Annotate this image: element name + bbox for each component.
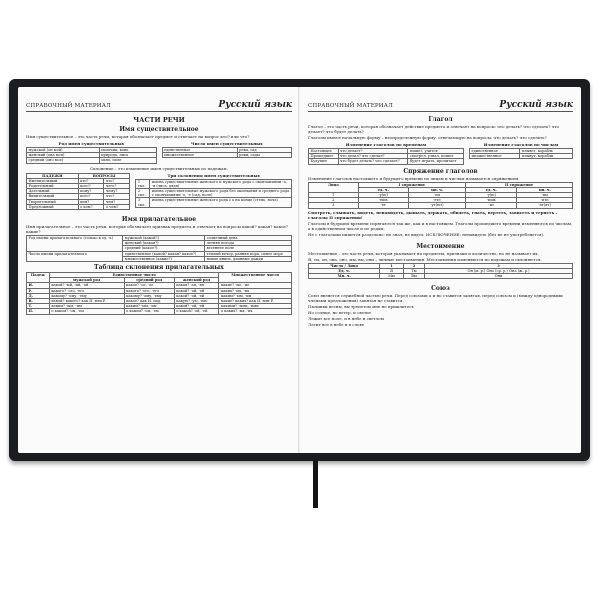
table-cell: о ком? (78, 204, 104, 209)
table-cell: -у(ю) (358, 193, 408, 198)
header-label: СПРАВОЧНЫЙ МАТЕРИАЛ (308, 103, 393, 109)
table-header: Множественное число (219, 273, 292, 283)
union-text: Союз является служебной частью речи. Перед союзами а и но ставится запятая, перед союзом и (между однородными членами предложения) запятая не ставится. (308, 293, 563, 304)
adjective-declension-title: Таблица склонения прилагательных (94, 264, 224, 272)
table-cell: какую? -ую, -юю (174, 299, 219, 304)
table-cell: женский (она моя) (27, 153, 100, 158)
table-cell: что будет делать? что сделает? (338, 159, 408, 164)
table-cell: кого? (78, 194, 104, 199)
table-cell: -ут(ют) (408, 203, 465, 208)
table-cell: какое? -ое, -ее (124, 283, 174, 288)
table-cell: окно, поле (99, 158, 156, 163)
table-cell: теплый вечер, ранняя пора, синее море (205, 251, 292, 256)
table-cell: имена существительные мужского рода без окончания и среднего рода с окончаниями -о, -е (сад, поле) (150, 189, 292, 198)
table-cell: Они (425, 274, 573, 279)
table-cell: какому? -ому, -ему (49, 293, 124, 298)
table-header: мужской род (49, 278, 124, 283)
table-cell: 1 (309, 193, 359, 198)
table-cell: -ем (408, 193, 465, 198)
table-header: ПАДЕЖИ (27, 173, 79, 178)
table-cell: -ет (358, 203, 408, 208)
pronoun-number-label: Число (330, 263, 344, 268)
table-cell: Я (380, 268, 404, 273)
table-header: ВОПРОСЫ (78, 173, 130, 178)
table-cell: средний (оно мое) (27, 158, 100, 163)
table-cell: плывут, корабли (520, 154, 573, 159)
table-cell: какого? -ого, -его (124, 288, 174, 293)
table-cell: средний (какое?) (123, 246, 205, 251)
gender-table (26, 147, 157, 164)
table-cell: П. (27, 309, 50, 314)
table-cell: Д. (27, 293, 50, 298)
table-cell: какими? -ыми, -ими (219, 304, 292, 309)
table-header: Лицо (309, 182, 359, 192)
table-cell: -у(ю) (466, 193, 517, 198)
table-cell: Винительный (27, 194, 79, 199)
table-cell: -ете (408, 198, 465, 203)
table-cell: 2 скл. (136, 189, 150, 198)
conjugation-note: Изменение глаголов настоящего и будущего времени по лицам и числам называется спряжением. (308, 175, 520, 181)
table-cell: Он (м. р.) Оно (ср. р.) Она (ж. р.) (425, 268, 573, 273)
table-row (309, 274, 573, 279)
table-cell: мальчик, конь (99, 148, 156, 153)
table-cell: каких? -ых, -их (219, 288, 292, 293)
table-cell: весеннее поле (205, 246, 292, 251)
table-cell: какому? -ому, -ему (124, 293, 174, 298)
table-cell: о каких? -ых, -их (219, 309, 292, 314)
three-declensions-table (135, 179, 292, 208)
table-cell: летняя погода (205, 241, 292, 246)
header-subject: Русский язык (499, 100, 573, 110)
table-cell: кто? (78, 178, 104, 183)
page-header-left (26, 95, 292, 112)
table-cell: Будущее (309, 159, 339, 164)
table-cell: Т. (27, 304, 50, 309)
table-header: I спряжение (358, 182, 466, 187)
table-cell: Предложный (27, 204, 79, 209)
table-cell: какой? какого? как И. или Р. (49, 299, 124, 304)
table-cell: 1 скл. (136, 179, 150, 188)
adjective-definition: Имя прилагательное – это часть речи, которая обозначает признак предмета и отвечает на вопросы какой? какая? какое? какие? (26, 224, 288, 235)
table-header: II спряжение (466, 182, 573, 187)
table-cell: Ед. ч. (309, 268, 380, 273)
table-cell: женский (какая?) (123, 241, 205, 246)
table-cell: Прошедшее (309, 154, 339, 159)
table-cell: каким? -ым, -им (49, 304, 124, 309)
verb-number-table (469, 148, 573, 159)
pronoun-heading: Местоимение (416, 242, 465, 250)
gender-table-title: Род имен существительных (58, 141, 124, 146)
left-page (18, 87, 300, 453)
table-cell: кого? (78, 184, 104, 189)
table-cell: Род имени прилагательного (только в ед. ч.) (27, 236, 123, 252)
table-cell: множественное (162, 153, 237, 158)
adjective-table (26, 235, 292, 262)
table-cell: мужской (он мой) (27, 148, 100, 153)
adjective-heading: Имя прилагательное (121, 216, 197, 224)
pronoun-table (308, 263, 573, 280)
table-header: мн. ч. (517, 187, 573, 192)
conjugation-heading: Спряжение глаголов (403, 167, 478, 175)
table-header: Единственное число (49, 273, 219, 278)
table-cell: чего? (104, 184, 130, 189)
conjugation-exceptions: Смотреть, слышать, видеть, ненавидеть, дышать, держать, обидеть, гнать, вертеть, зависеть и терпеть – глаголы II спряжения! (308, 209, 558, 220)
poem-line: Но солнце, но ветер, и светит (308, 310, 372, 316)
table-cell: Дательный (27, 189, 79, 194)
number-table-title: Число имен существительных (190, 141, 263, 146)
table-cell: будет играть, прочитает (408, 159, 464, 164)
table-cell: Число имени прилагательного (27, 251, 123, 261)
table-cell: -им (517, 193, 573, 198)
table-cell: Именительный (27, 178, 79, 183)
table-cell: кем? (78, 199, 104, 204)
table-header: Падеж (27, 273, 50, 283)
table-cell: мужской (какой?) (123, 236, 205, 241)
table-cell: единственное (162, 148, 237, 153)
noun-definition: Имя существительное – это часть речи, которая обозначает предмет и отвечает на вопрос кто? или что? (26, 134, 250, 139)
table-cell: плывет, корабль (520, 149, 573, 154)
table-cell: солнечный день (205, 236, 292, 241)
table-cell: о каком? -ом, -ем (49, 309, 124, 314)
table-cell: о какой? -ой, -ей (174, 309, 219, 314)
table-cell: -ит (466, 203, 517, 208)
table-cell: что делает? (338, 149, 408, 154)
table-row (27, 251, 292, 256)
table-cell: -ат(ят) (517, 203, 573, 208)
adjective-declension-table (26, 272, 292, 315)
table-cell: множественное (470, 154, 520, 159)
table-cell: чем? (104, 199, 130, 204)
table-cell: природа, лиса (99, 153, 156, 158)
verb-heading: Глагол (428, 116, 453, 123)
table-cell: смотрел, узнал, пошел (408, 154, 464, 159)
table-cell: какая? -ая, -яя (174, 283, 219, 288)
table-cell: имена существительные женского и мужского рода с окончаниями -а, -я (лиса, дядя) (150, 179, 292, 188)
table-cell: каким? -ым, -им (219, 293, 292, 298)
conjugation-table (308, 182, 573, 209)
table-cell: кому? (78, 189, 104, 194)
table-header: мн. ч. (408, 187, 465, 192)
table-row (27, 158, 157, 163)
table-row (309, 203, 573, 208)
table-cell: Настоящее (309, 149, 339, 154)
table-cell: И. (27, 283, 50, 288)
table-cell: какие? каких? как И. или Р. (219, 299, 292, 304)
table-header: ед. ч. (466, 187, 517, 192)
union-heading: Союз (431, 285, 450, 293)
indefinite-form-note: Глаголы имеют начальную форму – неопределенную форму, отвечающую на вопросы: что делать? что сделать? (308, 135, 547, 140)
table-cell: какое? как И. пад. (124, 299, 174, 304)
right-page (300, 87, 581, 453)
table-cell: о каком? -ом, -ем (124, 309, 174, 314)
table-cell: Р. (27, 288, 50, 293)
declension-heading: Склонение – это изменение имен существительных по падежам. (90, 165, 228, 171)
table-header: 2 (403, 263, 424, 268)
table-header: женский род (174, 278, 219, 283)
table-cell: каким? -ым, -им (124, 304, 174, 309)
table-cell: 2 (309, 198, 359, 203)
table-cell: какой? -ой, -ей (174, 288, 219, 293)
pronoun-list: Я, ты, он, она, оно, мы, вы, они – личные местоимения. Местоимения изменяются по падежам и склоняются. (308, 256, 542, 262)
table-cell: какие? -ые, -ие (219, 283, 292, 288)
verb-definition: Глагол – это часть речи, которая обозначает действие предмета и отвечает на вопросы: что делать? что сделать? что делает? что будет делать? (308, 124, 559, 134)
table-cell: имена существительные женского рода с ь на конце (степь, ночь) (150, 198, 292, 207)
table-header: ед. ч. (358, 187, 408, 192)
table-header: 1 (380, 263, 404, 268)
table-cell: Мы (380, 274, 404, 279)
table-cell: Мн. ч. (309, 274, 380, 279)
table-row (162, 153, 292, 158)
table-row (470, 154, 573, 159)
table-row (136, 198, 292, 207)
table-cell: -ишь (466, 198, 517, 203)
table-cell: Родительный (27, 184, 79, 189)
table-cell: какой? -ой, -ей (174, 304, 219, 309)
table-cell: какой? -ой, -ей (174, 293, 219, 298)
three-declensions-title: Три склонения имен существительных (167, 172, 260, 178)
table-cell: множественное (какие?) (123, 256, 205, 261)
table-header: 3 (425, 263, 573, 268)
table-cell: пишет, учится (408, 149, 464, 154)
table-row (309, 159, 464, 164)
table-row (27, 204, 130, 209)
pronoun-person-label: Лицо (347, 263, 358, 268)
table-header: средний род (124, 278, 174, 283)
poem-line: Летит все в небе и в слове (308, 322, 365, 328)
table-cell: новые книги, длинные дожди (205, 256, 292, 261)
table-cell: Творительный (27, 199, 79, 204)
table-cell: чему? (104, 189, 130, 194)
table-cell: Ты (403, 268, 424, 273)
table-cell: что? (104, 194, 130, 199)
table-cell: какой? -ый, -ий, -ой (49, 283, 124, 288)
page-header-right (308, 95, 573, 112)
number-table (162, 147, 293, 158)
table-cell: что? (104, 178, 130, 183)
poem-line: Лежит все поле, и в небе и светлом (308, 316, 384, 322)
table-cell: единственное (какой? какая? какое?) (123, 251, 205, 256)
table-row (136, 179, 292, 188)
verb-number-table-title: Изменение глаголов по числам (483, 142, 559, 147)
case-table (26, 173, 130, 210)
bookmark-ribbon (313, 460, 318, 508)
table-cell: река, сад (237, 148, 291, 153)
notebook (9, 79, 590, 461)
table-cell: -ешь (358, 198, 408, 203)
verb-note-2: Не с глаголами пишется раздельно: не знал, не видел. ИСКЛЮЧЕНИЕ: ненавидеть (без не не употребляется). (308, 231, 545, 237)
table-cell: какого? -ого, -его (49, 288, 124, 293)
poem-line: Пылинки весны, вы трепетом мне не пришлитесь (308, 304, 414, 310)
table-header: Число / Лицо (309, 263, 380, 268)
pronoun-definition: Местоимение – это часть речи, которая указывает на предметы, признаки и количество, но не называет их. (308, 250, 539, 256)
table-cell: что делал? что сделал? (338, 154, 408, 159)
table-cell: 3 (309, 203, 359, 208)
table-row (136, 189, 292, 198)
tense-table-title: Изменение глаголов по временам (345, 142, 427, 147)
section-title: ЧАСТИ РЕЧИ (133, 116, 185, 124)
table-cell: 3 скл. (136, 198, 150, 207)
table-cell: В. (27, 299, 50, 304)
table-cell: реки, сады (237, 153, 291, 158)
table-row (27, 299, 292, 304)
table-cell: о чем? (104, 204, 130, 209)
noun-heading: Имя существительное (119, 126, 199, 133)
tense-table (308, 148, 464, 165)
header-label: СПРАВОЧНЫЙ МАТЕРИАЛ (26, 103, 111, 109)
header-subject: Русский язык (218, 100, 292, 110)
table-cell: -ите (517, 198, 573, 203)
table-cell: единственное (470, 149, 520, 154)
table-cell: Вы (403, 274, 424, 279)
verb-note-1: Глаголы в будущем времени спрягаются так же, как и в настоящем. Глаголы прошедшего времени изменяются по числам, а в единственном числе и по родам. (308, 220, 573, 231)
table-row (27, 309, 292, 314)
